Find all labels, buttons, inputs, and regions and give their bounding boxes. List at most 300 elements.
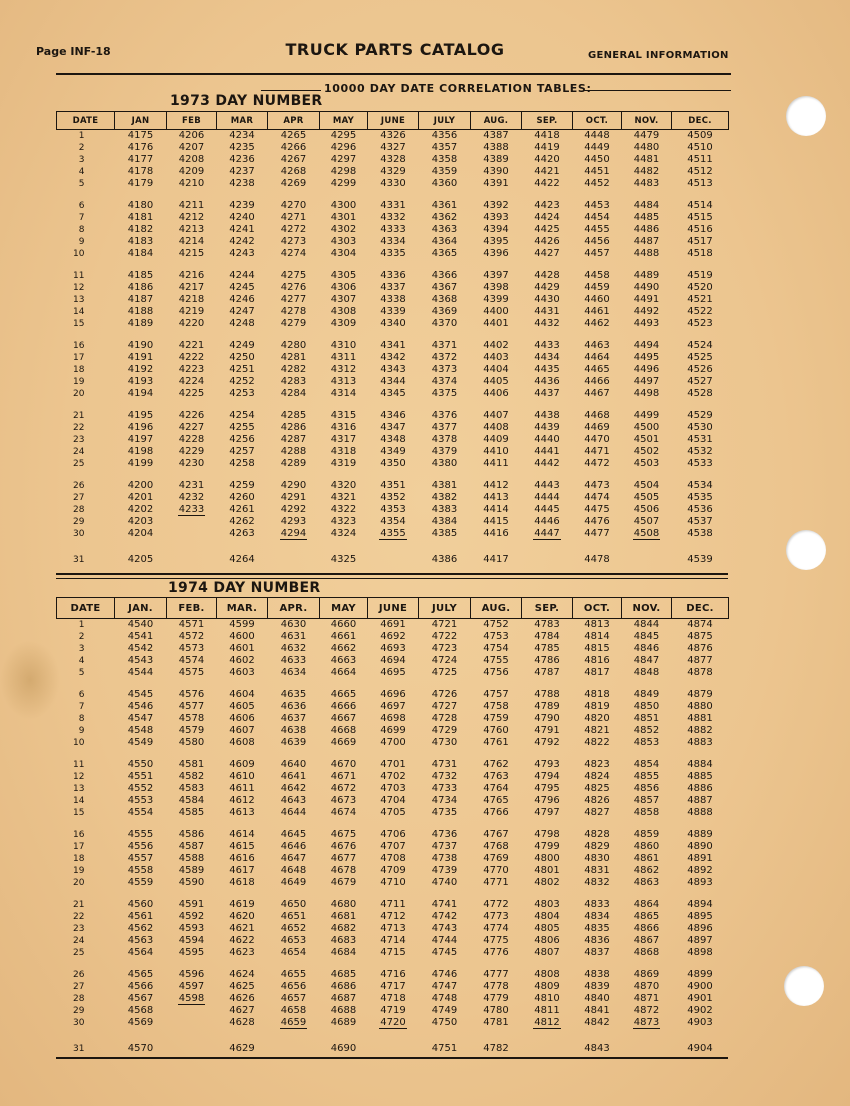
cell-value: 4673: [330, 795, 357, 806]
day-number-cell: [115, 725, 167, 737]
cell-value: 4662: [330, 643, 357, 654]
day-number-cell: [522, 993, 573, 1005]
cell-value: 4249: [229, 340, 255, 351]
day-number-cell: [268, 981, 320, 993]
day-number-cell: [217, 434, 268, 446]
day-number-cell: [419, 853, 471, 865]
cell-value: 4245: [229, 282, 255, 293]
day-number-cell: [573, 480, 622, 492]
day-number-cell: [522, 947, 573, 959]
day-number-cell: [368, 480, 419, 492]
table-row: [57, 446, 729, 458]
date-cell: [57, 899, 115, 911]
day-number-cell: [573, 841, 622, 853]
cell-value: 4290: [280, 480, 307, 491]
cell-value: 4770: [483, 865, 509, 876]
cell-value: 30: [73, 1018, 85, 1028]
day-number-cell: [115, 631, 167, 643]
cell-value: 4204: [127, 528, 154, 539]
cell-value: 4519: [687, 270, 713, 281]
day-number-cell: [368, 667, 419, 679]
cell-value: 4529: [687, 410, 713, 421]
cell-value: 4889: [687, 829, 713, 840]
cell-value: 4688: [330, 1005, 357, 1016]
cell-value: 4871: [633, 993, 660, 1004]
day-number-cell: [471, 865, 522, 877]
day-number-cell: [573, 667, 622, 679]
cell-value: 4654: [280, 947, 307, 958]
day-number-cell: [115, 352, 167, 364]
cell-value: 4520: [687, 282, 713, 293]
cell-value: 4278: [280, 306, 307, 317]
cell-value: 4857: [633, 795, 660, 806]
cell-value: 4836: [584, 935, 610, 946]
cell-value: 4721: [431, 619, 458, 630]
date-cell: [57, 643, 115, 655]
cell-value: 7: [78, 702, 85, 712]
day-number-cell: [419, 899, 471, 911]
table-row: [57, 619, 729, 632]
day-number-cell: [672, 306, 729, 318]
day-number-cell: [672, 1017, 729, 1029]
cell-value: 4195: [127, 410, 154, 421]
cell-value: 4653: [280, 935, 307, 946]
day-number-cell: [115, 446, 167, 458]
day-number-cell: [622, 795, 672, 807]
cell-value: 4325: [330, 554, 357, 565]
day-number-cell: [522, 923, 573, 935]
column-header: APR: [268, 112, 320, 130]
day-number-cell: [167, 853, 217, 865]
day-number-cell: [419, 911, 471, 923]
day-number-cell: [419, 340, 471, 352]
day-number-cell: [217, 376, 268, 388]
day-number-cell: [522, 154, 573, 166]
day-number-cell: [672, 364, 729, 376]
date-cell: [57, 200, 115, 212]
cell-value: 4691: [380, 619, 406, 630]
day-number-cell: [522, 783, 573, 795]
day-number-cell: [167, 655, 217, 667]
cell-value: 4211: [178, 200, 205, 211]
cell-value: 4241: [229, 224, 255, 235]
day-number-cell: [268, 492, 320, 504]
cell-value: 4794: [534, 771, 560, 782]
day-number-cell: [268, 877, 320, 889]
day-number-cell: [268, 725, 320, 737]
cell-value: 4833: [584, 899, 610, 910]
day-number-cell: [471, 1017, 522, 1029]
cell-value: 4342: [380, 352, 406, 363]
cell-value: 4491: [633, 294, 660, 305]
cell-value: 4749: [431, 1005, 458, 1016]
day-number-cell: [622, 935, 672, 947]
day-number-cell: [471, 981, 522, 993]
cell-value: 17: [73, 842, 85, 852]
day-number-cell: [217, 270, 268, 282]
cell-value: 4656: [280, 981, 307, 992]
cell-value: 4604: [229, 689, 255, 700]
day-number-cell: [622, 783, 672, 795]
cell-value: 4421: [534, 166, 560, 177]
cell-value: 4321: [330, 492, 357, 503]
day-number-cell: [115, 458, 167, 470]
cell-value: 4500: [633, 422, 660, 433]
cell-value: 4695: [380, 667, 406, 678]
cell-value: 4886: [687, 783, 713, 794]
day-number-cell: [471, 154, 522, 166]
cell-value: 4417: [483, 554, 509, 565]
cell-value: 4404: [483, 364, 509, 375]
row-spacer: [57, 679, 729, 689]
subtitle-rule-left: [261, 90, 321, 91]
table-row: [57, 725, 729, 737]
day-number-cell: [368, 947, 419, 959]
cell-value: 4729: [431, 725, 458, 736]
cell-value: 4664: [330, 667, 357, 678]
day-number-cell: [115, 969, 167, 981]
cell-value: 4470: [584, 434, 610, 445]
day-number-cell: [268, 737, 320, 749]
cell-value: 4235: [229, 142, 255, 153]
catalog-title: TRUCK PARTS CATALOG: [285, 40, 505, 59]
cell-value: 4776: [483, 947, 509, 958]
day-number-cell: [217, 352, 268, 364]
cell-value: 4885: [687, 771, 713, 782]
day-number-cell: [167, 154, 217, 166]
cell-value: 4603: [229, 667, 255, 678]
cell-value: 4820: [584, 713, 610, 724]
cell-value: 20: [73, 389, 85, 399]
cell-value: 26: [73, 970, 85, 980]
cell-value: 4561: [127, 911, 154, 922]
day-number-cell: [419, 841, 471, 853]
day-number-cell: [522, 142, 573, 154]
date-cell: [57, 480, 115, 492]
cell-value: 4690: [330, 1043, 357, 1054]
table-row: [57, 771, 729, 783]
row-spacer: [57, 819, 729, 829]
cell-value: 4242: [229, 236, 255, 247]
day-number-cell: [573, 1043, 622, 1055]
cell-value: 4286: [280, 422, 307, 433]
cell-value: 4829: [584, 841, 610, 852]
cell-value: 4478: [584, 554, 610, 565]
cell-value: 4640: [280, 759, 307, 770]
cell-value: 4752: [483, 619, 509, 630]
day-number-cell: [368, 981, 419, 993]
day-number-cell: [419, 458, 471, 470]
date-cell: [57, 771, 115, 783]
day-number-cell: [320, 504, 368, 516]
cell-value: 4533: [687, 458, 713, 469]
date-cell: [57, 619, 115, 632]
day-number-cell: [573, 458, 622, 470]
cell-value: 4224: [178, 376, 205, 387]
day-number-cell: [471, 829, 522, 841]
cell-value: 4528: [687, 388, 713, 399]
cell-value: 4232: [178, 492, 205, 503]
day-number-cell: [368, 655, 419, 667]
cell-value: 4775: [483, 935, 509, 946]
day-number-cell: [167, 376, 217, 388]
day-number-cell: [573, 993, 622, 1005]
date-cell: [57, 270, 115, 282]
cell-value: 4789: [534, 701, 560, 712]
date-cell: [57, 352, 115, 364]
table-row: [57, 492, 729, 504]
cell-value: 4815: [584, 643, 610, 654]
day-number-cell: [522, 492, 573, 504]
date-cell: [57, 993, 115, 1005]
cell-value: 4316: [330, 422, 357, 433]
day-number-cell: [320, 270, 368, 282]
day-number-cell: [268, 701, 320, 713]
cell-value: 4493: [633, 318, 660, 329]
day-number-cell: [419, 212, 471, 224]
day-number-cell: [622, 969, 672, 981]
cell-value: 4459: [584, 282, 610, 293]
title-1974: 1974 DAY NUMBER: [168, 580, 321, 596]
day-number-cell: [320, 841, 368, 853]
cell-value: 4759: [483, 713, 509, 724]
day-number-cell: [217, 410, 268, 422]
cell-value: 4488: [633, 248, 660, 259]
day-number-cell: [115, 1043, 167, 1055]
day-number-cell: [672, 388, 729, 400]
cell-value: 4844: [633, 619, 660, 630]
cell-value: 4860: [633, 841, 660, 852]
day-number-cell: [471, 422, 522, 434]
cell-value: 4681: [330, 911, 357, 922]
cell-value: 4867: [633, 935, 660, 946]
cell-value: 4593: [178, 923, 205, 934]
day-number-cell: [217, 364, 268, 376]
day-number-cell: [217, 759, 268, 771]
cell-value: 4635: [280, 689, 307, 700]
day-number-cell: [268, 1043, 320, 1055]
table-row: [57, 236, 729, 248]
day-number-cell: [167, 911, 217, 923]
day-number-cell: [167, 528, 217, 540]
day-number-cell: [268, 166, 320, 178]
day-number-cell: [368, 795, 419, 807]
cell-value: 4264: [229, 554, 255, 565]
cell-value: 4312: [330, 364, 357, 375]
cell-value: 4552: [127, 783, 154, 794]
day-number-cell: [268, 911, 320, 923]
cell-value: 4764: [483, 783, 509, 794]
cell-value: 4774: [483, 923, 509, 934]
day-number-cell: [419, 829, 471, 841]
cell-value: 4723: [431, 643, 458, 654]
cell-value: 4579: [178, 725, 205, 736]
cell-value: 4884: [687, 759, 713, 770]
cell-value: 4637: [280, 713, 307, 724]
date-cell: [57, 865, 115, 877]
day-number-cell: [622, 504, 672, 516]
cell-value: 4883: [687, 737, 713, 748]
cell-value: 4601: [229, 643, 255, 654]
cell-value: 4276: [280, 282, 307, 293]
day-number-cell: [368, 689, 419, 701]
table-row: [57, 318, 729, 330]
day-number-cell: [471, 667, 522, 679]
day-number-cell: [573, 248, 622, 260]
cell-value: 7: [78, 213, 85, 223]
cell-value: 4714: [380, 935, 406, 946]
cell-value: 4771: [483, 877, 509, 888]
day-number-cell: [115, 701, 167, 713]
cell-value: 4753: [483, 631, 509, 642]
cell-value: 4647: [280, 853, 307, 864]
cell-value: 4: [78, 656, 85, 666]
cell-value: 4625: [229, 981, 255, 992]
cell-value: 4181: [127, 212, 154, 223]
day-number-cell: [522, 969, 573, 981]
cell-value: 4614: [229, 829, 255, 840]
cell-value: 4722: [431, 631, 458, 642]
cell-value: 4591: [178, 899, 205, 910]
day-number-cell: [167, 877, 217, 889]
cell-value: 4248: [229, 318, 255, 329]
day-number-cell: [217, 528, 268, 540]
table-row: [57, 1005, 729, 1017]
day-number-cell: [419, 504, 471, 516]
day-number-cell: [522, 689, 573, 701]
cell-value: 4745: [431, 947, 458, 958]
day-number-cell: [320, 154, 368, 166]
day-number-cell: [167, 130, 217, 143]
day-number-cell: [167, 1005, 217, 1017]
day-number-cell: [672, 212, 729, 224]
day-number-cell: [471, 1005, 522, 1017]
day-number-cell: [115, 783, 167, 795]
day-number-cell: [471, 993, 522, 1005]
day-number-cell: [419, 631, 471, 643]
day-number-cell: [115, 841, 167, 853]
cell-value: 4257: [229, 446, 255, 457]
cell-value: 21: [73, 411, 85, 421]
day-number-cell: [217, 655, 268, 667]
day-number-cell: [672, 154, 729, 166]
day-number-cell: [268, 554, 320, 566]
cell-value: 4676: [330, 841, 357, 852]
day-number-cell: [622, 410, 672, 422]
cell-value: 4431: [534, 306, 560, 317]
column-header: SEP.: [522, 598, 573, 619]
table-row: [57, 643, 729, 655]
day-number-cell: [115, 388, 167, 400]
day-number-cell: [368, 142, 419, 154]
cell-value: 4394: [483, 224, 509, 235]
cell-value: 4891: [687, 853, 713, 864]
day-number-cell: [115, 236, 167, 248]
cell-value: 4: [78, 167, 85, 177]
day-number-cell: [522, 1043, 573, 1055]
cell-value: 4538: [687, 528, 713, 539]
cell-value: 4703: [380, 783, 406, 794]
table-row: [57, 807, 729, 819]
cell-value: 4715: [380, 947, 406, 958]
cell-value: 4547: [127, 713, 154, 724]
cell-value: 4779: [483, 993, 509, 1004]
cell-value: 4395: [483, 236, 509, 247]
cell-value: 4379: [431, 446, 458, 457]
day-number-cell: [419, 480, 471, 492]
cell-value: 4694: [380, 655, 406, 666]
cell-value: 4318: [330, 446, 357, 457]
day-number-cell: [167, 200, 217, 212]
cell-value: 4819: [584, 701, 610, 712]
cell-value: 4387: [483, 130, 509, 141]
table-row: [57, 364, 729, 376]
day-number-cell: [368, 923, 419, 935]
cell-value: 4765: [483, 795, 509, 806]
day-number-cell: [167, 947, 217, 959]
cell-value: 4383: [431, 504, 458, 515]
cell-value: 4344: [380, 376, 406, 387]
day-number-cell: [268, 248, 320, 260]
cell-value: 4707: [380, 841, 406, 852]
cell-value: 4879: [687, 689, 713, 700]
day-number-cell: [268, 516, 320, 528]
day-number-cell: [167, 935, 217, 947]
day-number-cell: [268, 1005, 320, 1017]
day-number-cell: [320, 689, 368, 701]
day-number-cell: [268, 446, 320, 458]
cell-value: 4268: [280, 166, 307, 177]
day-number-cell: [217, 947, 268, 959]
cell-value: 4825: [584, 783, 610, 794]
day-number-cell: [419, 200, 471, 212]
row-spacer: [57, 959, 729, 969]
cell-value: 4393: [483, 212, 509, 223]
day-number-cell: [672, 631, 729, 643]
day-number-cell: [672, 807, 729, 819]
day-number-cell: [320, 655, 368, 667]
day-number-cell: [268, 783, 320, 795]
cell-value: 4490: [633, 282, 660, 293]
cell-value: 4267: [280, 154, 307, 165]
day-number-cell: [167, 388, 217, 400]
cell-value: 4315: [330, 410, 357, 421]
day-number-cell: [471, 725, 522, 737]
table-row: [57, 388, 729, 400]
table-row: [57, 178, 729, 190]
day-number-cell: [268, 689, 320, 701]
day-number-cell: [115, 759, 167, 771]
day-number-cell: [419, 352, 471, 364]
cell-value: 4705: [380, 807, 406, 818]
day-number-cell: [320, 142, 368, 154]
cell-value: 4539: [687, 554, 713, 565]
cell-value: 4584: [178, 795, 205, 806]
day-number-cell: [320, 480, 368, 492]
day-number-cell: [573, 154, 622, 166]
cell-value: 4739: [431, 865, 458, 876]
cell-value: 4280: [280, 340, 307, 351]
day-number-cell: [115, 294, 167, 306]
day-number-cell: [115, 200, 167, 212]
cell-value: 4754: [483, 643, 509, 654]
table-row: [57, 655, 729, 667]
row-spacer: [57, 260, 729, 270]
cell-value: 4573: [178, 643, 205, 654]
table-row: [57, 130, 729, 143]
cell-value: 4360: [431, 178, 458, 189]
day-number-cell: [471, 224, 522, 236]
